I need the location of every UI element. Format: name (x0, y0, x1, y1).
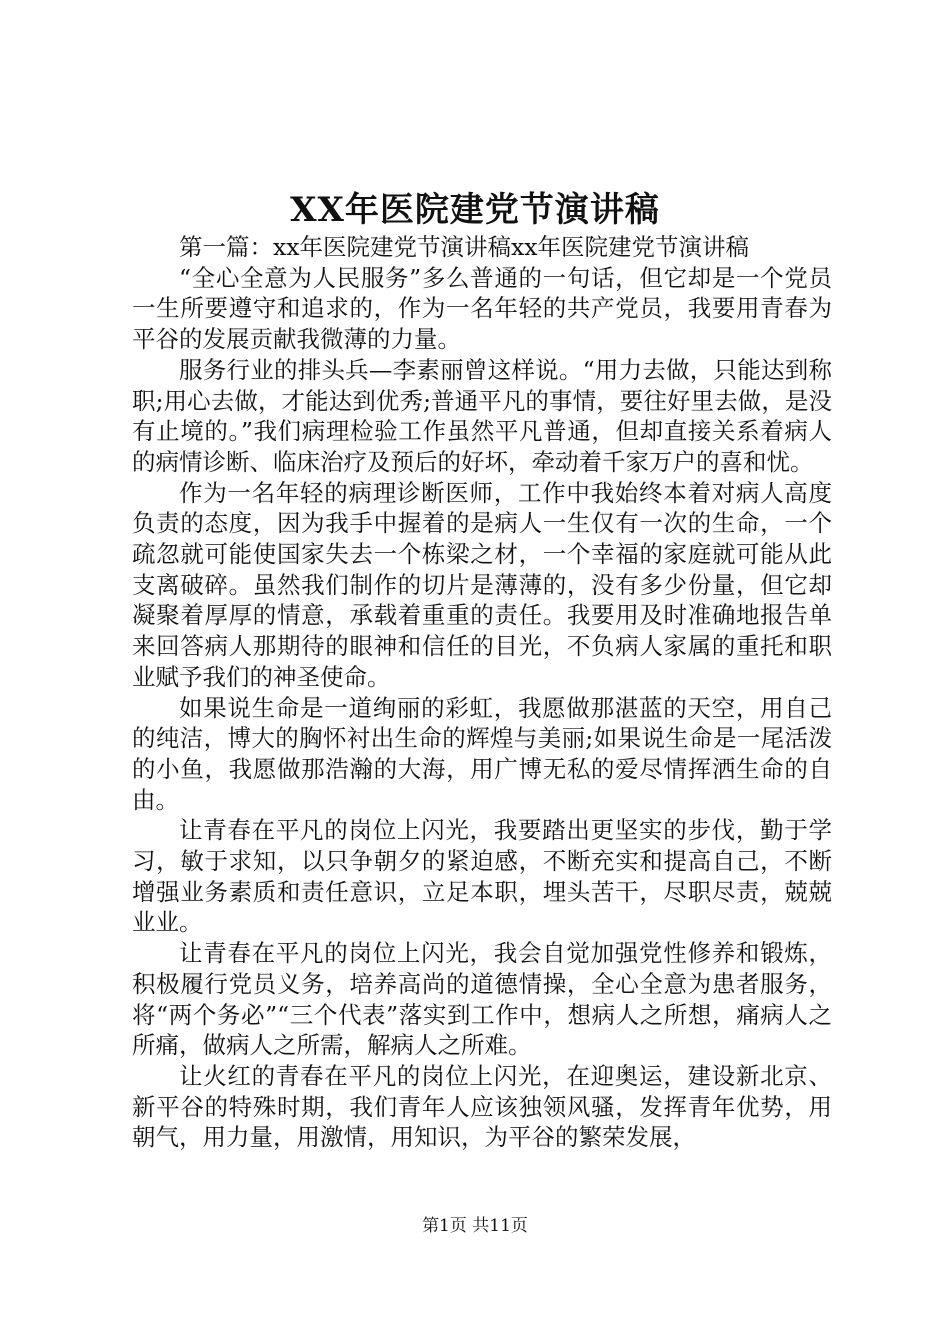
document-title: XX年医院建党节演讲稿 (290, 190, 660, 230)
paragraph: 作为一名年轻的病理诊断医师，工作中我始终本着对病人高度负责的态度，因为我手中握着的是病人一生仅有一次的生命，一个疏忽就可能使国家失去一个栋梁之材，一个幸福的家庭就可能从此支离破碎。虽然我们制作的切片是薄薄的，没有多少份量，但它却凝聚着厚厚的情意，承载着重重的责任。我要用及时准确地报告单来回答病人那期待的眼神和信任的目光，不负病人家属的重托和职业赋予我们的神圣使命。 (132, 478, 832, 691)
paragraph: 如果说生命是一道绚丽的彩虹，我愿做那湛蓝的天空，用自己的纯洁，博大的胸怀衬出生命的辉煌与美丽;如果说生命是一尾活泼的小鱼，我愿做那浩瀚的大海，用广博无私的爱尽情挥洒生命的自由。 (132, 693, 832, 814)
paragraph: 让火红的青春在平凡的岗位上闪光，在迎奥运，建设新北京、新平谷的特殊时期，我们青年人应该独领风骚，发挥青年优势，用朝气，用力量，用激情，用知识，为平谷的繁荣发展， (132, 1061, 832, 1152)
paragraph: “全心全意为人民服务”多么普通的一句话，但它却是一个党员一生所要遵守和追求的，作为一名年轻的共产党员，我要用青春为平谷的发展贡献我微薄的力量。 (132, 263, 832, 354)
document-body (132, 232, 832, 1153)
paragraph: 服务行业的排头兵—李素丽曾这样说。“用力去做，只能达到称职;用心去做，才能达到优秀;普通平凡的事情，要往好里去做，是没有止境的。”我们病理检验工作虽然平凡普通，但却直接关系着病人的病情诊断、临床治疗及预后的好坏，牵动着千家万户的喜和忧。 (132, 355, 832, 476)
paragraph: 第一篇：xx年医院建党节演讲稿xx年医院建党节演讲稿 (179, 233, 750, 261)
page-number-footer: 第1页 共11页 (422, 1216, 528, 1236)
paragraph: 让青春在平凡的岗位上闪光，我会自觉加强党性修养和锻炼，积极履行党员义务，培养高尚的道德情操，全心全意为患者服务，将“两个务必”“三个代表”落实到工作中，想病人之所想，痛病人之所痛，做病人之所需，解病人之所难。 (132, 939, 832, 1060)
paragraph: 让青春在平凡的岗位上闪光，我要踏出更坚实的步伐，勤于学习，敏于求知，以只争朝夕的紧迫感，不断充实和提高自己，不断增强业务素质和责任意识，立足本职，埋头苦干，尽职尽责，兢兢业业。 (132, 816, 832, 937)
